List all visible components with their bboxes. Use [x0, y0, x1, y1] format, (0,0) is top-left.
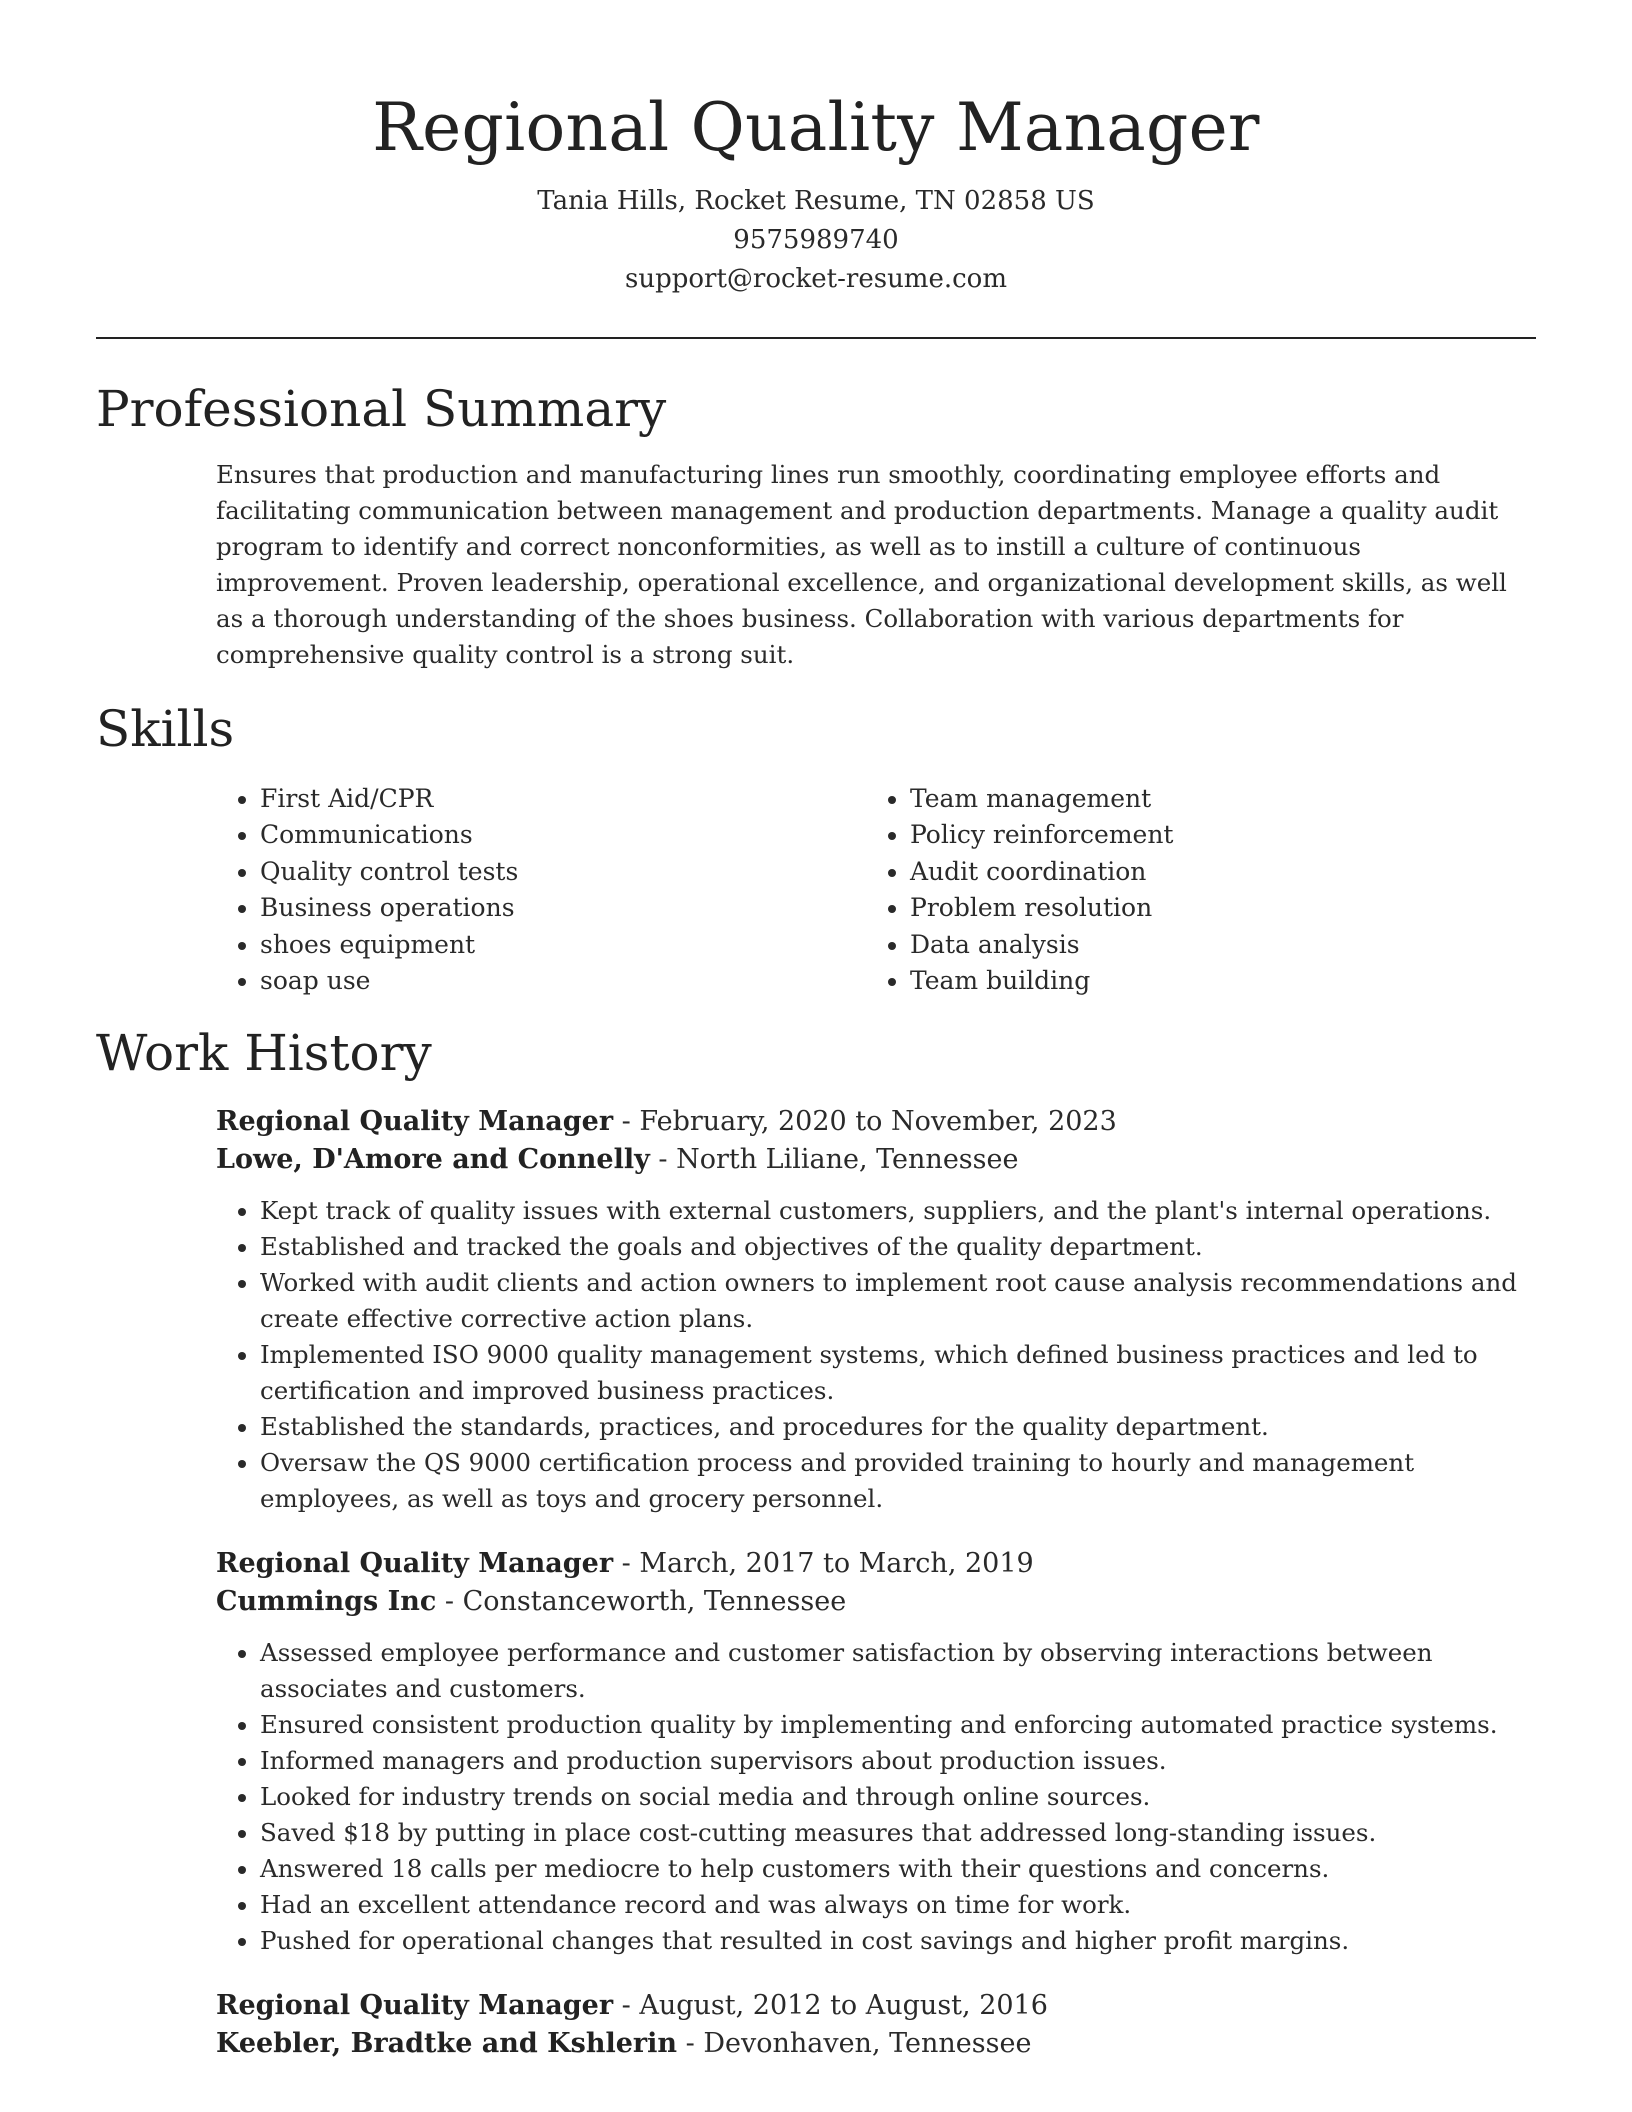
job-dates: - February, 2020 to November, 2023	[613, 1106, 1117, 1138]
job-entry-2	[216, 1545, 1536, 1959]
job-title-line	[216, 1987, 1536, 2025]
job-title-line	[216, 1103, 1536, 1141]
job-dates: - August, 2012 to August, 2016	[613, 1990, 1048, 2022]
job-bullet: • Assessed employee performance and customer satisfaction by observing interactions between associates and customers.	[260, 1635, 1536, 1707]
job-bullet: • Looked for industry trends on social media and through online sources.	[260, 1779, 1536, 1815]
job-bullets	[216, 1193, 1536, 1517]
job-dates: - March, 2017 to March, 2019	[613, 1548, 1034, 1580]
job-bullet: • Established the standards, practices, and procedures for the quality department.	[260, 1409, 1536, 1445]
job-bullet: • Had an excellent attendance record and was always on time for work.	[260, 1887, 1536, 1923]
job-bullet: • Oversaw the QS 9000 certification process and provided training to hourly and management employees, as well as toys and grocery personnel.	[260, 1445, 1536, 1517]
skill-item: • Policy reinforcement	[910, 817, 1516, 853]
job-location: - Devonhaven, Tennessee	[677, 2028, 1032, 2060]
skill-item: • Quality control tests	[260, 854, 866, 890]
resume-header	[96, 0, 1536, 299]
contact-email: support@rocket-resume.com	[624, 264, 1007, 294]
skill-item: • shoes equipment	[260, 927, 866, 963]
job-company: Cummings Inc	[216, 1586, 437, 1618]
skills-grid	[216, 781, 1536, 999]
skill-item: • Team building	[910, 963, 1516, 999]
job-bullet: • Answered 18 calls per mediocre to help customers with their questions and concerns.	[260, 1851, 1536, 1887]
job-company: Lowe, D'Amore and Connelly	[216, 1144, 650, 1176]
job-location: - Constanceworth, Tennessee	[436, 1586, 847, 1618]
job-role: Regional Quality Manager	[216, 1106, 614, 1138]
contact-address: Tania Hills, Rocket Resume, TN 02858 US	[537, 186, 1095, 216]
job-bullet: • Established and tracked the goals and objectives of the quality department.	[260, 1229, 1536, 1265]
job-bullet: • Saved $18 by putting in place cost-cutting measures that addressed long-standing issues.	[260, 1815, 1536, 1851]
job-bullet: • Pushed for operational changes that resulted in cost savings and higher profit margins.	[260, 1923, 1536, 1959]
job-bullet: • Ensured consistent production quality by implementing and enforcing automated practice systems.	[260, 1707, 1536, 1743]
resume-page	[96, 0, 1536, 2063]
skill-item: • First Aid/CPR	[260, 781, 866, 817]
job-location: - North Liliane, Tennessee	[649, 1144, 1019, 1176]
resume-title: Regional Quality Manager	[372, 89, 1260, 166]
skills-column-left	[216, 781, 866, 999]
skill-item: • Communications	[260, 817, 866, 853]
skill-item: • soap use	[260, 963, 866, 999]
job-role: Regional Quality Manager	[216, 1548, 614, 1580]
job-company-line	[216, 1141, 1536, 1179]
summary-heading: Professional Summary	[96, 380, 667, 438]
skills-heading: Skills	[96, 700, 235, 758]
job-entry-1	[216, 1103, 1536, 1517]
skill-item: • Business operations	[260, 890, 866, 926]
job-bullet: • Informed managers and production supervisors about production issues.	[260, 1743, 1536, 1779]
skills-column-right	[866, 781, 1516, 999]
skill-item: • Problem resolution	[910, 890, 1516, 926]
job-bullet: • Kept track of quality issues with external customers, suppliers, and the plant's internal operations.	[260, 1193, 1536, 1229]
skill-item: • Team management	[910, 781, 1516, 817]
job-bullet: • Worked with audit clients and action owners to implement root cause analysis recommendations and create effective corrective action plans.	[260, 1265, 1536, 1337]
job-company-line	[216, 2025, 1536, 2063]
job-bullets	[216, 1635, 1536, 1959]
skill-item: • Audit coordination	[910, 854, 1516, 890]
summary-text: Ensures that production and manufacturing lines run smoothly, coordinating employee efforts and facilitating communication between management and production departments. Manage a quality audit program to identify and correct nonconformities, as well as to instill a culture of continuous improvement. Proven leadership, operational excellence, and organizational development skills, as well as a thorough understanding of the shoes business. Collaboration with various departments for comprehensive quality control is a strong suit.	[216, 460, 1507, 669]
contact-block	[96, 182, 1536, 299]
job-company-line	[216, 1583, 1536, 1621]
job-bullet: • Implemented ISO 9000 quality management systems, which defined business practices and led to certification and improved business practices.	[260, 1337, 1536, 1409]
job-company: Keebler, Bradtke and Kshlerin	[216, 2028, 678, 2060]
contact-phone: 9575989740	[733, 225, 899, 255]
work-history-heading: Work History	[96, 1024, 432, 1083]
skill-item: • Data analysis	[910, 927, 1516, 963]
job-role: Regional Quality Manager	[216, 1990, 614, 2022]
job-title-line	[216, 1545, 1536, 1583]
header-divider	[96, 337, 1536, 339]
job-entry-3	[216, 1987, 1536, 2063]
